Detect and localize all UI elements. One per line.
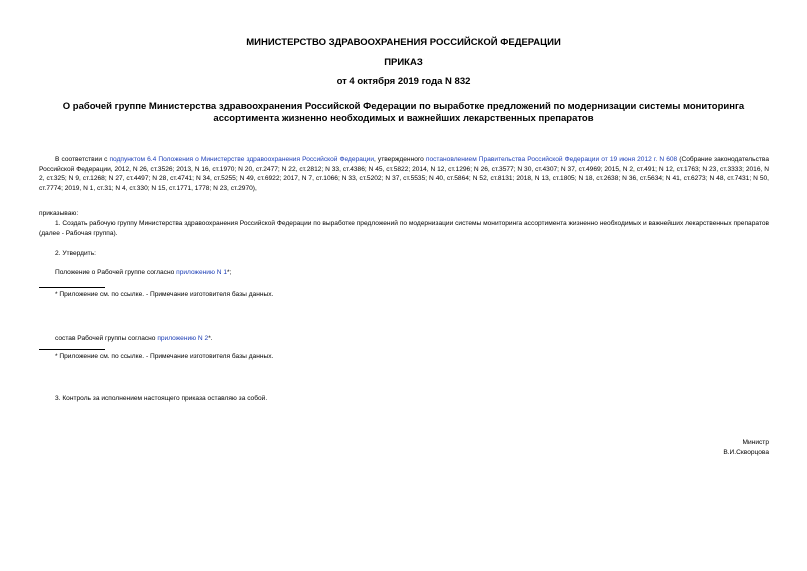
- position-line: [55, 268, 231, 278]
- preamble-text-1: В соответствии с: [55, 156, 110, 163]
- order-word: приказываю:: [39, 210, 79, 217]
- footnote-1: * Приложение см. по ссылке. - Примечание изготовителя базы данных.: [55, 291, 274, 298]
- link-appendix-2[interactable]: приложению N 2: [157, 335, 209, 342]
- item-1: 1. Создать рабочую группу Министерства здравоохранения Российской Федерации по выработке предложений по модернизации системы мониторинга ассортимента жизненно необходимых и важнейших лекарственных препаратов (далее - Рабочая группа).: [39, 220, 769, 237]
- composition-suffix: *.: [208, 335, 213, 342]
- link-appendix-1[interactable]: приложению N 1: [176, 269, 228, 276]
- document-date-number: от 4 октября 2019 года N 832: [336, 76, 471, 87]
- ministry-heading: МИНИСТЕРСТВО ЗДРАВООХРАНЕНИЯ РОССИЙСКОЙ ФЕДЕРАЦИИ: [246, 37, 561, 48]
- preamble-text-2: , утвержденного: [374, 156, 426, 163]
- composition-line: [55, 334, 213, 344]
- signature-name: В.И.Скворцова: [723, 448, 769, 456]
- link-regulation-subclause[interactable]: подпунктом 6.4 Положения о Министерстве здравоохранения Российской Федерации: [109, 156, 375, 163]
- footnote-divider-1: [39, 287, 105, 288]
- document-type: ПРИКАЗ: [384, 57, 423, 68]
- composition-text: состав Рабочей группы согласно: [55, 335, 158, 342]
- link-government-decree[interactable]: постановлением Правительства Российской Федерации от 19 июня 2012 г. N 608: [425, 156, 678, 163]
- position-suffix: *;: [227, 269, 232, 276]
- document-subject: О рабочей группе Министерства здравоохранения Российской Федерации по выработке предложений по модернизации системы мониторинга ассортимента жизненно необходимых и важнейших лекарственных препаратов: [62, 101, 745, 124]
- preamble-text-3: (Собрание законодательства Российской Федерации, 2012, N 26, ст.3526; 2013, N 16, ст.1970; N 20, ст.2477; N 22, ст.2812; N 33, ст.4386; N 45, ст.5822; 2014, N 12, ст.1296; N 26, ст.3577; N 30, ст.4307; N 37, ст.4969; 2015, N 2, ст.491; N 12, ст.1763; N 23, ст.3333; 2016, N 2, ст.325; N 9, ст.1268; N 27, ст.4497; N 28, ст.4741; N 34, ст.5255; N 49, ст.6922; 2017, N 7, ст.1066; N 33, ст.5202; N 37, ст.5535; N 40, ст.5864; N 52, ст.8131; 2018, N 13, ст.1805; N 18, ст.2638; N 36, ст.5634; N 41, ст.6273; N 48, ст.7431; N 50, ст.7774; 2019, N 1, ст.31; N 4, ст.330; N 15, ст.1771, 1778; N 23, ст.2970),: [39, 156, 770, 192]
- signature-block: [723, 438, 769, 457]
- preamble-paragraph: [39, 155, 769, 193]
- footnote-divider-2: [39, 349, 105, 350]
- item-3: 3. Контроль за исполнением настоящего приказа оставляю за собой.: [55, 395, 268, 402]
- signature-title: Министр: [742, 439, 769, 446]
- item-2: 2. Утвердить:: [55, 250, 96, 257]
- footnote-2: * Приложение см. по ссылке. - Примечание изготовителя базы данных.: [55, 353, 274, 360]
- position-text: Положение о Рабочей группе согласно: [55, 269, 177, 276]
